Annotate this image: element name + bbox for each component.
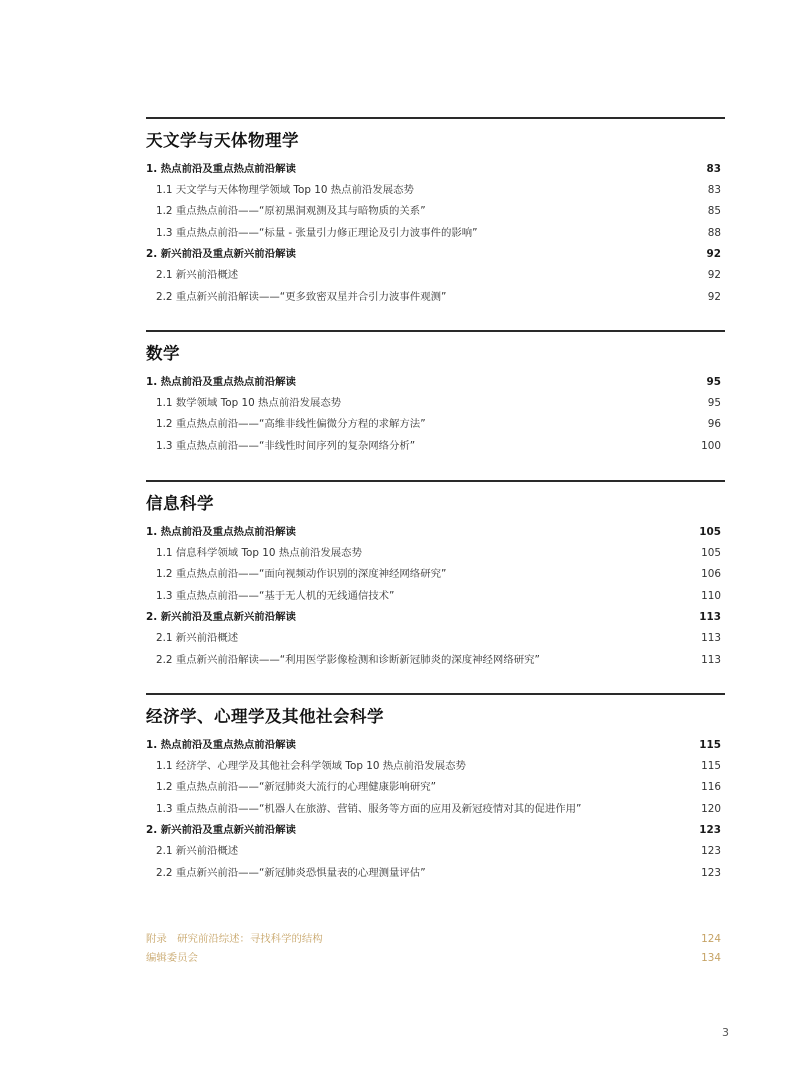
toc-entry[interactable]	[146, 799, 725, 820]
toc-entry-label: 2. 新兴前沿及重点新兴前沿解读	[146, 824, 296, 837]
toc-entry-page: 92	[707, 269, 721, 282]
toc-entry-label: 1. 热点前沿及重点热点前沿解读	[146, 738, 296, 751]
toc-entry[interactable]	[146, 287, 725, 308]
toc-entry-page: 105	[699, 525, 721, 538]
toc-entry-page: 124	[701, 933, 721, 945]
toc-entry[interactable]	[146, 863, 725, 884]
toc-entry-label: 2. 新兴前沿及重点新兴前沿解读	[146, 611, 296, 624]
toc-entry-label: 1.3 重点热点前沿——“基于无人机的无线通信技术”	[156, 589, 395, 602]
toc-entry-page: 120	[701, 802, 721, 815]
toc-entry-page: 95	[707, 396, 721, 409]
toc-entry-page: 106	[701, 568, 721, 581]
toc-entry-label: 2.1 新兴前沿概述	[156, 845, 239, 858]
toc-entry[interactable]	[146, 820, 725, 841]
toc-entry-page: 92	[707, 290, 721, 303]
toc-entry[interactable]	[146, 735, 725, 756]
toc-entry-page: 134	[701, 951, 721, 964]
section-divider	[146, 117, 725, 119]
toc-entry-label: 2. 新兴前沿及重点新兴前沿解读	[146, 248, 296, 261]
toc-entry-label: 2.2 重点新兴前沿解读——“利用医学影像检测和诊断新冠肺炎的深度神经网络研究”	[156, 653, 540, 666]
toc-entry-page: 95	[706, 375, 721, 388]
toc-entry-label: 2.1 新兴前沿概述	[156, 269, 239, 282]
toc-entry[interactable]	[146, 159, 725, 180]
toc-entry[interactable]	[146, 543, 725, 564]
toc-entry[interactable]	[146, 223, 725, 244]
section-divider	[146, 330, 725, 332]
toc-entry[interactable]	[146, 201, 725, 222]
toc-appendix-entry[interactable]	[146, 930, 725, 949]
toc-entry-list	[146, 735, 725, 885]
toc-entry-page: 113	[701, 632, 721, 645]
toc-entry-label: 1.3 重点热点前沿——“标量 - 张量引力修正理论及引力波事件的影响”	[156, 226, 478, 239]
toc-entry-label: 1.3 重点热点前沿——“非线性时间序列的复杂网络分析”	[156, 439, 416, 452]
section-title: 经济学、心理学及其他社会科学	[146, 706, 384, 726]
toc-entry-label: 1.2 重点热点前沿——“高维非线性偏微分方程的求解方法”	[156, 418, 426, 431]
toc-entry-page: 113	[701, 653, 721, 666]
toc-entry-page: 123	[699, 824, 721, 837]
toc-entry-label: 1.1 天文学与天体物理学领域 Top 10 热点前沿发展态势	[156, 183, 414, 196]
toc-entry-page: 92	[706, 248, 721, 261]
toc-section-information-science	[146, 480, 725, 671]
toc-entry-label: 2.2 重点新兴前沿解读——“更多致密双星并合引力波事件观测”	[156, 290, 447, 303]
toc-entry-page: 83	[707, 183, 721, 196]
toc-entry-label: 1. 热点前沿及重点热点前沿解读	[146, 162, 296, 175]
section-title: 数学	[146, 343, 180, 363]
toc-entry[interactable]	[146, 180, 725, 201]
toc-entry-label: 1.2 重点热点前沿——“新冠肺炎大流行的心理健康影响研究”	[156, 781, 436, 794]
toc-entry-label: 1.2 重点热点前沿——“面向视频动作识别的深度神经网络研究”	[156, 568, 447, 581]
toc-entry-page: 123	[701, 866, 721, 879]
toc-entry[interactable]	[146, 564, 725, 585]
toc-entry[interactable]	[146, 756, 725, 777]
section-divider	[146, 693, 725, 695]
toc-entry-page: 110	[701, 589, 721, 602]
toc-entry-label: 1.1 数学领域 Top 10 热点前沿发展态势	[156, 396, 342, 409]
toc-entry-label: 1.1 经济学、心理学及其他社会科学领域 Top 10 热点前沿发展态势	[156, 759, 466, 772]
toc-entry-list	[146, 522, 725, 672]
toc-entry[interactable]	[146, 586, 725, 607]
toc-entry-page: 105	[701, 546, 721, 559]
toc-entry[interactable]	[146, 265, 725, 286]
toc-section-astronomy	[146, 117, 725, 308]
toc-entry[interactable]	[146, 414, 725, 435]
section-divider	[146, 480, 725, 482]
toc-entry-page: 85	[707, 205, 721, 218]
section-title: 天文学与天体物理学	[146, 130, 299, 150]
toc-entry-page: 100	[701, 439, 721, 452]
toc-entry-label: 编辑委员会	[146, 951, 198, 964]
toc-entry-page: 88	[707, 226, 721, 239]
toc-entry-page: 115	[701, 759, 721, 772]
toc-entry-label: 1.1 信息科学领域 Top 10 热点前沿发展态势	[156, 546, 362, 559]
toc-entry[interactable]	[146, 436, 725, 457]
toc-appendix-entry[interactable]	[146, 949, 725, 968]
toc-entry-page: 115	[699, 738, 721, 751]
toc-entry[interactable]	[146, 393, 725, 414]
toc-entry-page: 116	[701, 781, 721, 794]
page-number: 3	[722, 1026, 729, 1039]
toc-entry[interactable]	[146, 841, 725, 862]
toc-entry[interactable]	[146, 522, 725, 543]
toc-entry[interactable]	[146, 607, 725, 628]
toc-entry-page: 96	[707, 418, 721, 431]
toc-entry[interactable]	[146, 777, 725, 798]
toc-entry-label: 附录 研究前沿综述：寻找科学的结构	[146, 933, 323, 945]
toc-entry-page: 83	[706, 162, 721, 175]
toc-section-mathematics	[146, 330, 725, 457]
section-title: 信息科学	[146, 493, 214, 513]
toc-entry[interactable]	[146, 628, 725, 649]
toc-section-social-sciences	[146, 693, 725, 884]
toc-appendix	[146, 930, 725, 967]
toc-entry-page: 123	[701, 845, 721, 858]
toc-entry-label: 1.3 重点热点前沿——“机器人在旅游、营销、服务等方面的应用及新冠疫情对其的促进作用”	[156, 802, 582, 815]
toc-entry-list	[146, 159, 725, 309]
toc-entry-label: 2.2 重点新兴前沿——“新冠肺炎恐惧量表的心理测量评估”	[156, 866, 426, 879]
toc-entry-label: 1.2 重点热点前沿——“原初黑洞观测及其与暗物质的关系”	[156, 205, 426, 218]
toc-entry[interactable]	[146, 372, 725, 393]
toc-entry-label: 2.1 新兴前沿概述	[156, 632, 239, 645]
toc-entry-list	[146, 372, 725, 458]
toc-entry-page: 113	[699, 611, 721, 624]
toc-entry[interactable]	[146, 244, 725, 265]
toc-entry-label: 1. 热点前沿及重点热点前沿解读	[146, 375, 296, 388]
toc-entry-label: 1. 热点前沿及重点热点前沿解读	[146, 525, 296, 538]
toc-entry[interactable]	[146, 650, 725, 671]
